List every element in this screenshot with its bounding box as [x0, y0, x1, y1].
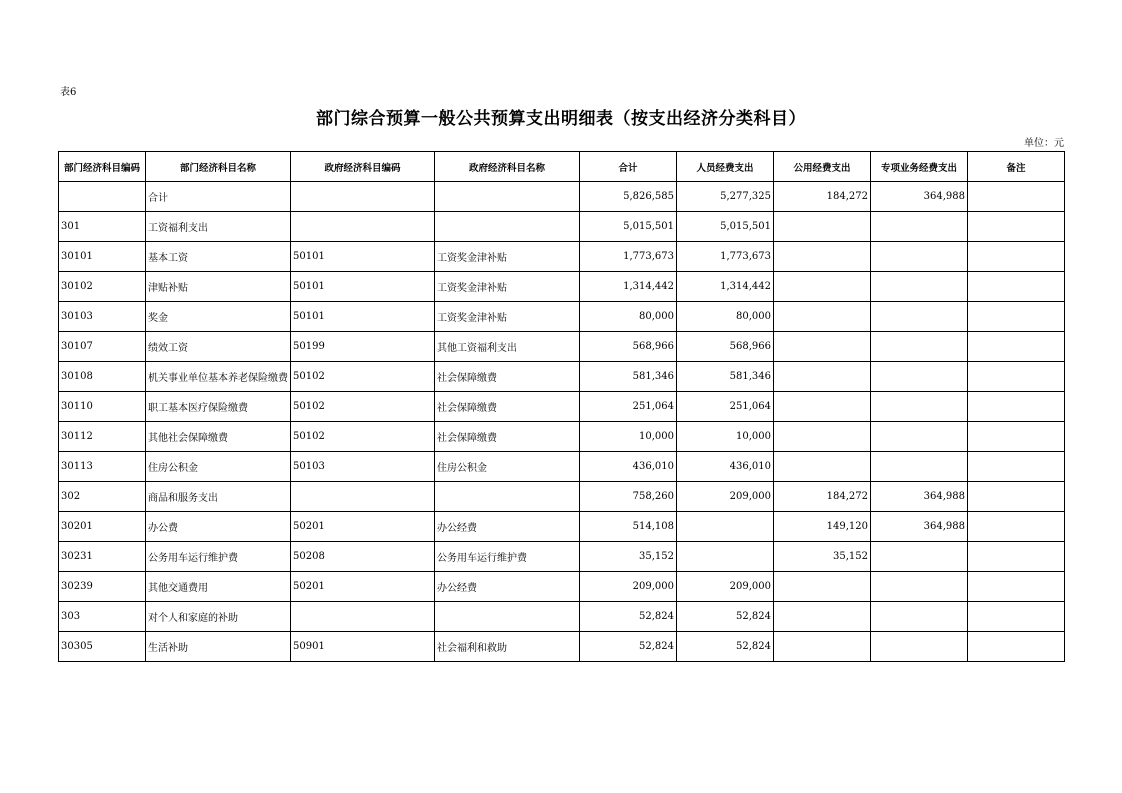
cell-special — [871, 452, 968, 482]
cell-public — [774, 422, 871, 452]
cell-personnel: 436,010 — [677, 452, 774, 482]
cell-dept-code: 30108 — [59, 362, 146, 392]
cell-public — [774, 242, 871, 272]
cell-dept-name: 其他交通费用 — [146, 572, 291, 602]
cell-gov-name: 办公经费 — [435, 512, 580, 542]
cell-personnel: 251,064 — [677, 392, 774, 422]
cell-total: 436,010 — [580, 452, 677, 482]
header-dept-name: 部门经济科目名称 — [146, 152, 291, 182]
table-row — [59, 512, 1065, 542]
cell-dept-code: 30107 — [59, 332, 146, 362]
cell-personnel: 568,966 — [677, 332, 774, 362]
cell-gov-name: 工资奖金津补贴 — [435, 272, 580, 302]
unit-label: 单位：元 — [1024, 138, 1064, 149]
cell-gov-name: 公务用车运行维护费 — [435, 542, 580, 572]
cell-gov-name: 办公经费 — [435, 572, 580, 602]
header-remark: 备注 — [968, 152, 1065, 182]
cell-gov-code: 50103 — [291, 452, 435, 482]
table-row — [59, 602, 1065, 632]
cell-dept-name: 对个人和家庭的补助 — [146, 602, 291, 632]
header-personnel: 人员经费支出 — [677, 152, 774, 182]
cell-dept-code — [59, 182, 146, 212]
cell-remark — [968, 602, 1065, 632]
cell-special: 364,988 — [871, 482, 968, 512]
cell-gov-code: 50201 — [291, 512, 435, 542]
cell-personnel: 209,000 — [677, 482, 774, 512]
table-row — [59, 452, 1065, 482]
cell-dept-name: 奖金 — [146, 302, 291, 332]
cell-special — [871, 542, 968, 572]
cell-dept-code: 30103 — [59, 302, 146, 332]
cell-public: 184,272 — [774, 182, 871, 212]
cell-total: 5,826,585 — [580, 182, 677, 212]
cell-total: 1,773,673 — [580, 242, 677, 272]
cell-dept-code: 30112 — [59, 422, 146, 452]
table-row — [59, 362, 1065, 392]
cell-special: 364,988 — [871, 182, 968, 212]
cell-dept-name: 其他社会保障缴费 — [146, 422, 291, 452]
table-row — [59, 272, 1065, 302]
cell-gov-code — [291, 602, 435, 632]
table-row — [59, 182, 1065, 212]
budget-detail-table — [58, 151, 1065, 662]
cell-total: 209,000 — [580, 572, 677, 602]
cell-personnel: 80,000 — [677, 302, 774, 332]
cell-total: 35,152 — [580, 542, 677, 572]
cell-dept-name: 基本工资 — [146, 242, 291, 272]
cell-dept-code: 301 — [59, 212, 146, 242]
cell-total: 10,000 — [580, 422, 677, 452]
cell-total: 52,824 — [580, 602, 677, 632]
cell-remark — [968, 542, 1065, 572]
cell-public — [774, 392, 871, 422]
cell-remark — [968, 422, 1065, 452]
cell-dept-name: 住房公积金 — [146, 452, 291, 482]
cell-special — [871, 332, 968, 362]
header-special: 专项业务经费支出 — [871, 152, 968, 182]
cell-gov-name — [435, 212, 580, 242]
cell-gov-name: 社会保障缴费 — [435, 362, 580, 392]
cell-personnel: 209,000 — [677, 572, 774, 602]
cell-gov-code: 50102 — [291, 422, 435, 452]
cell-remark — [968, 452, 1065, 482]
cell-gov-name — [435, 482, 580, 512]
cell-dept-code: 30305 — [59, 632, 146, 662]
cell-dept-code: 30101 — [59, 242, 146, 272]
header-public: 公用经费支出 — [774, 152, 871, 182]
cell-special — [871, 422, 968, 452]
table-row — [59, 632, 1065, 662]
cell-dept-name: 工资福利支出 — [146, 212, 291, 242]
cell-dept-name: 商品和服务支出 — [146, 482, 291, 512]
cell-special: 364,988 — [871, 512, 968, 542]
cell-total: 758,260 — [580, 482, 677, 512]
cell-dept-name: 生活补助 — [146, 632, 291, 662]
cell-special — [871, 362, 968, 392]
cell-public — [774, 632, 871, 662]
cell-personnel — [677, 512, 774, 542]
cell-gov-name: 工资奖金津补贴 — [435, 302, 580, 332]
table-row — [59, 572, 1065, 602]
cell-public — [774, 452, 871, 482]
cell-gov-code: 50901 — [291, 632, 435, 662]
cell-special — [871, 602, 968, 632]
header-dept-code: 部门经济科目编码 — [59, 152, 146, 182]
cell-dept-code: 30201 — [59, 512, 146, 542]
cell-dept-code: 302 — [59, 482, 146, 512]
cell-gov-name: 社会保障缴费 — [435, 422, 580, 452]
cell-dept-name: 合计 — [146, 182, 291, 212]
cell-remark — [968, 302, 1065, 332]
cell-dept-code: 30113 — [59, 452, 146, 482]
table-row — [59, 332, 1065, 362]
cell-dept-name: 公务用车运行维护费 — [146, 542, 291, 572]
cell-dept-name: 绩效工资 — [146, 332, 291, 362]
table-row — [59, 302, 1065, 332]
cell-public: 35,152 — [774, 542, 871, 572]
cell-total: 581,346 — [580, 362, 677, 392]
cell-gov-code: 50199 — [291, 332, 435, 362]
cell-personnel: 5,277,325 — [677, 182, 774, 212]
table-row — [59, 242, 1065, 272]
cell-personnel: 581,346 — [677, 362, 774, 392]
cell-remark — [968, 362, 1065, 392]
table-row — [59, 542, 1065, 572]
cell-gov-name: 社会保障缴费 — [435, 392, 580, 422]
cell-public — [774, 212, 871, 242]
header-row — [59, 152, 1065, 182]
cell-remark — [968, 272, 1065, 302]
cell-special — [871, 272, 968, 302]
table-row — [59, 422, 1065, 452]
cell-remark — [968, 632, 1065, 662]
cell-gov-name: 住房公积金 — [435, 452, 580, 482]
cell-public — [774, 362, 871, 392]
cell-gov-code: 50101 — [291, 242, 435, 272]
cell-remark — [968, 182, 1065, 212]
cell-gov-name: 工资奖金津补贴 — [435, 242, 580, 272]
document-title: 部门综合预算一般公共预算支出明细表（按支出经济分类科目） — [316, 109, 806, 129]
cell-special — [871, 212, 968, 242]
table-row — [59, 482, 1065, 512]
cell-personnel — [677, 542, 774, 572]
cell-public — [774, 332, 871, 362]
cell-dept-code: 30110 — [59, 392, 146, 422]
cell-dept-code: 30239 — [59, 572, 146, 602]
cell-personnel: 5,015,501 — [677, 212, 774, 242]
cell-personnel: 52,824 — [677, 602, 774, 632]
cell-total: 52,824 — [580, 632, 677, 662]
cell-public — [774, 302, 871, 332]
cell-special — [871, 632, 968, 662]
cell-dept-name: 机关事业单位基本养老保险缴费 — [146, 362, 291, 392]
cell-dept-name: 办公费 — [146, 512, 291, 542]
cell-remark — [968, 572, 1065, 602]
table-number-label: 表6 — [60, 87, 77, 98]
cell-gov-code — [291, 182, 435, 212]
cell-public — [774, 572, 871, 602]
cell-special — [871, 572, 968, 602]
table-row — [59, 392, 1065, 422]
cell-total: 251,064 — [580, 392, 677, 422]
cell-gov-code: 50208 — [291, 542, 435, 572]
cell-remark — [968, 242, 1065, 272]
cell-gov-code: 50102 — [291, 392, 435, 422]
cell-gov-name — [435, 602, 580, 632]
cell-gov-code: 50101 — [291, 272, 435, 302]
cell-remark — [968, 512, 1065, 542]
cell-special — [871, 242, 968, 272]
cell-public — [774, 602, 871, 632]
cell-remark — [968, 332, 1065, 362]
header-total: 合计 — [580, 152, 677, 182]
cell-public: 184,272 — [774, 482, 871, 512]
cell-personnel: 52,824 — [677, 632, 774, 662]
cell-personnel: 1,773,673 — [677, 242, 774, 272]
cell-total: 1,314,442 — [580, 272, 677, 302]
cell-dept-code: 30102 — [59, 272, 146, 302]
cell-personnel: 1,314,442 — [677, 272, 774, 302]
cell-total: 5,015,501 — [580, 212, 677, 242]
cell-total: 514,108 — [580, 512, 677, 542]
cell-dept-code: 30231 — [59, 542, 146, 572]
cell-dept-code: 303 — [59, 602, 146, 632]
cell-gov-code: 50201 — [291, 572, 435, 602]
cell-dept-name: 津贴补贴 — [146, 272, 291, 302]
cell-remark — [968, 482, 1065, 512]
cell-gov-code — [291, 212, 435, 242]
cell-total: 568,966 — [580, 332, 677, 362]
cell-public — [774, 272, 871, 302]
cell-remark — [968, 212, 1065, 242]
cell-gov-code: 50101 — [291, 302, 435, 332]
table-row — [59, 212, 1065, 242]
cell-special — [871, 302, 968, 332]
cell-remark — [968, 392, 1065, 422]
cell-gov-code — [291, 482, 435, 512]
cell-special — [871, 392, 968, 422]
cell-public: 149,120 — [774, 512, 871, 542]
table-body — [59, 182, 1065, 662]
cell-gov-name: 社会福利和救助 — [435, 632, 580, 662]
cell-gov-name: 其他工资福利支出 — [435, 332, 580, 362]
header-gov-name: 政府经济科目名称 — [435, 152, 580, 182]
cell-gov-name — [435, 182, 580, 212]
cell-personnel: 10,000 — [677, 422, 774, 452]
cell-gov-code: 50102 — [291, 362, 435, 392]
header-gov-code: 政府经济科目编码 — [291, 152, 435, 182]
cell-dept-name: 职工基本医疗保险缴费 — [146, 392, 291, 422]
cell-total: 80,000 — [580, 302, 677, 332]
